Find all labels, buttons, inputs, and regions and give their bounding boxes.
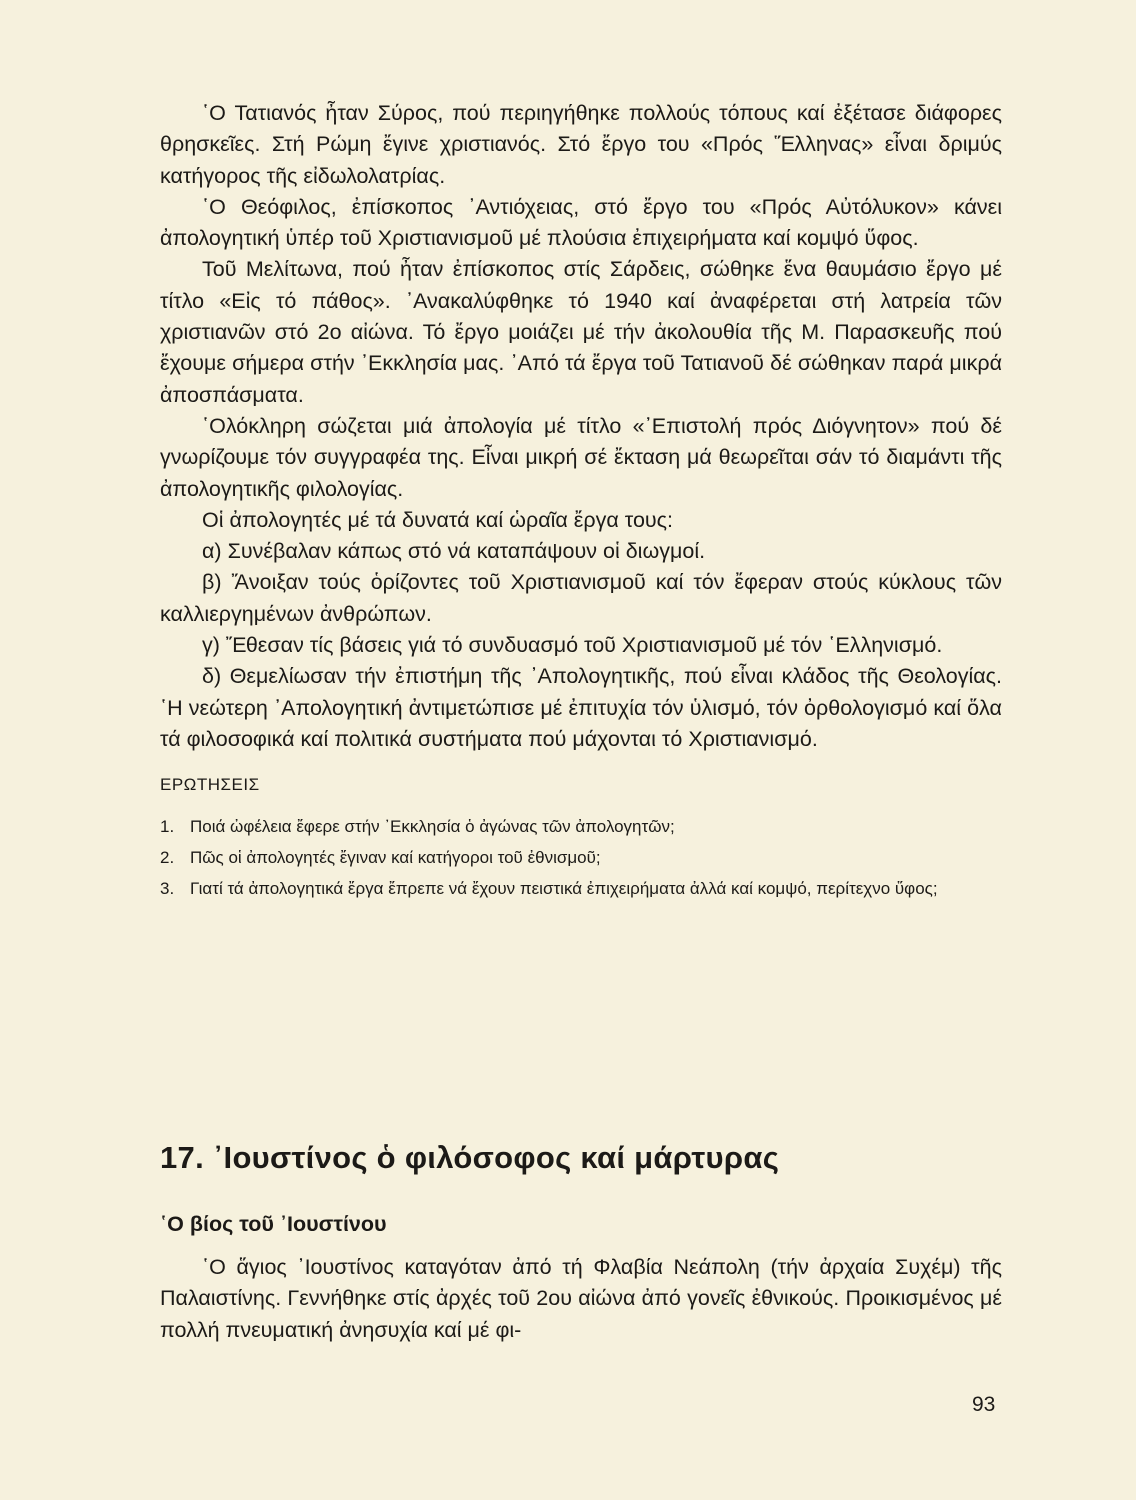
page-content — [160, 98, 1002, 904]
question-number: 1. — [160, 817, 175, 837]
paragraph-point-a: α) Συνέβαλαν κάπως στό νά καταπάψουν οἱ διωγμοί. — [202, 539, 706, 564]
question-item — [160, 842, 1002, 873]
page-number: 93 — [972, 1393, 996, 1416]
main-text — [160, 98, 1002, 755]
question-text: Πῶς οἱ ἀπολογητές ἔγιναν καί κατήγοροι τοῦ ἐθνισμοῦ; — [190, 848, 601, 868]
paragraph-justin-bio: ῾Ο ἅγιος ᾿Ιουστίνος καταγόταν ἀπό τή Φλαβία Νεάπολη (τήν ἀρχαία Συχέμ) τῆς Παλαιστίνης. Γεννήθηκε στίς ἀρχές τοῦ 2ου αἰώνα ἀπό γονεῖς ἐθνικούς. Προικισμένος μέ πολλή πνευματική ἀνησυχία καί μέ φι- — [160, 1255, 1002, 1342]
question-text: Γιατί τά ἀπολογητικά ἔργα ἔπρεπε νά ἔχουν πειστικά ἐπιχειρήματα ἀλλά καί κομψό, περίτεχνο ὕφος; — [190, 879, 938, 899]
paragraph-point-d: δ) Θεμελίωσαν τήν ἐπιστήμη τῆς ᾿Απολογητικῆς, πού εἶναι κλάδος τῆς Θεολογίας. ῾Η νεώτερη ᾿Απολογητική ἀντιμετώπισε μέ ἐπιτυχία τόν ὑλισμό, τόν ὀρθολογισμό καί ὅλα τά φιλοσοφικά καί πολιτικά συστήματα πού μάχονται τό Χριστιανισμό. — [160, 664, 1002, 751]
question-item — [160, 873, 1002, 904]
paragraph-meliton: Τοῦ Μελίτωνα, πού ἦταν ἐπίσκοπος στίς Σάρδεις, σώθηκε ἕνα θαυμάσιο ἔργο μέ τίτλο «Εἰς τό πάθος». ᾿Ανακαλύφθηκε τό 1940 καί ἀναφέρεται στή λατρεία τῶν χριστιανῶν στό 2ο αἰώνα. Τό ἔργο μοιάζει μέ τήν ἀκολουθία τῆς Μ. Παρασκευῆς πού ἔχουμε σήμερα στήν ᾿Εκκλησία μας. ᾿Από τά ἔργα τοῦ Τατιανοῦ δέ σώθηκαν παρά μικρά ἀποσπάσματα. — [160, 257, 1002, 407]
chapter-title: 17. ᾿Ιουστίνος ὁ φιλόσοφος καί μάρτυρας — [160, 1140, 780, 1175]
paragraph-diognetus: ῾Ολόκληρη σώζεται μιά ἀπολογία μέ τίτλο «᾿Επιστολή πρός Διόγνητον» πού δέ γνωρίζουμε τόν συγγραφέα της. Εἶναι μικρή σέ ἔκταση μά θεωρεῖται σάν τό διαμάντι τῆς ἀπολογητικῆς φιλολογίας. — [160, 413, 1002, 501]
paragraph-theophilos: ῾Ο Θεόφιλος, ἐπίσκοπος ᾿Αντιόχειας, στό ἔργο του «Πρός Αὐτόλυκον» κάνει ἀπολογητική ὑπέρ τοῦ Χριστιανισμοῦ μέ πλούσια ἐπιχειρήματα καί κομψό ὕφος. — [160, 194, 1002, 251]
question-number: 3. — [160, 879, 175, 899]
question-item — [160, 811, 1002, 842]
chapter-body — [160, 1252, 1002, 1346]
paragraph-point-b: β) Ἄνοιξαν τούς ὁρίζοντες τοῦ Χριστιανισμοῦ καί τόν ἔφεραν στούς κύκλους τῶν καλλιεργημένων ἀνθρώπων. — [160, 570, 1002, 626]
paragraph-apologists-intro: Οἱ ἀπολογητές μέ τά δυνατά καί ὡραῖα ἔργα τους: — [202, 507, 674, 532]
question-number: 2. — [160, 848, 175, 868]
section-title: ῾Ο βίος τοῦ ᾿Ιουστίνου — [160, 1212, 387, 1236]
question-text: Ποιά ὠφέλεια ἔφερε στήν ᾿Εκκλησία ὁ ἀγώνας τῶν ἀπολογητῶν; — [190, 817, 675, 837]
paragraph-tatianos: ῾Ο Τατιανός ἦταν Σύρος, πού περιηγήθηκε πολλούς τόπους καί ἐξέτασε διάφορες θρησκεῖες. Στή Ρώμη ἔγινε χριστιανός. Στό ἔργο του «Πρός Ἕλληνας» εἶναι δριμύς κατήγορος τῆς εἰδωλολατρίας. — [160, 101, 1002, 188]
questions-list — [160, 811, 1002, 904]
paragraph-point-c: γ) Ἔθεσαν τίς βάσεις γιά τό συνδυασμό τοῦ Χριστιανισμοῦ μέ τόν ῾Ελληνισμό. — [202, 633, 943, 658]
questions-heading: ΕΡΩΤΗΣΕΙΣ — [160, 775, 260, 795]
